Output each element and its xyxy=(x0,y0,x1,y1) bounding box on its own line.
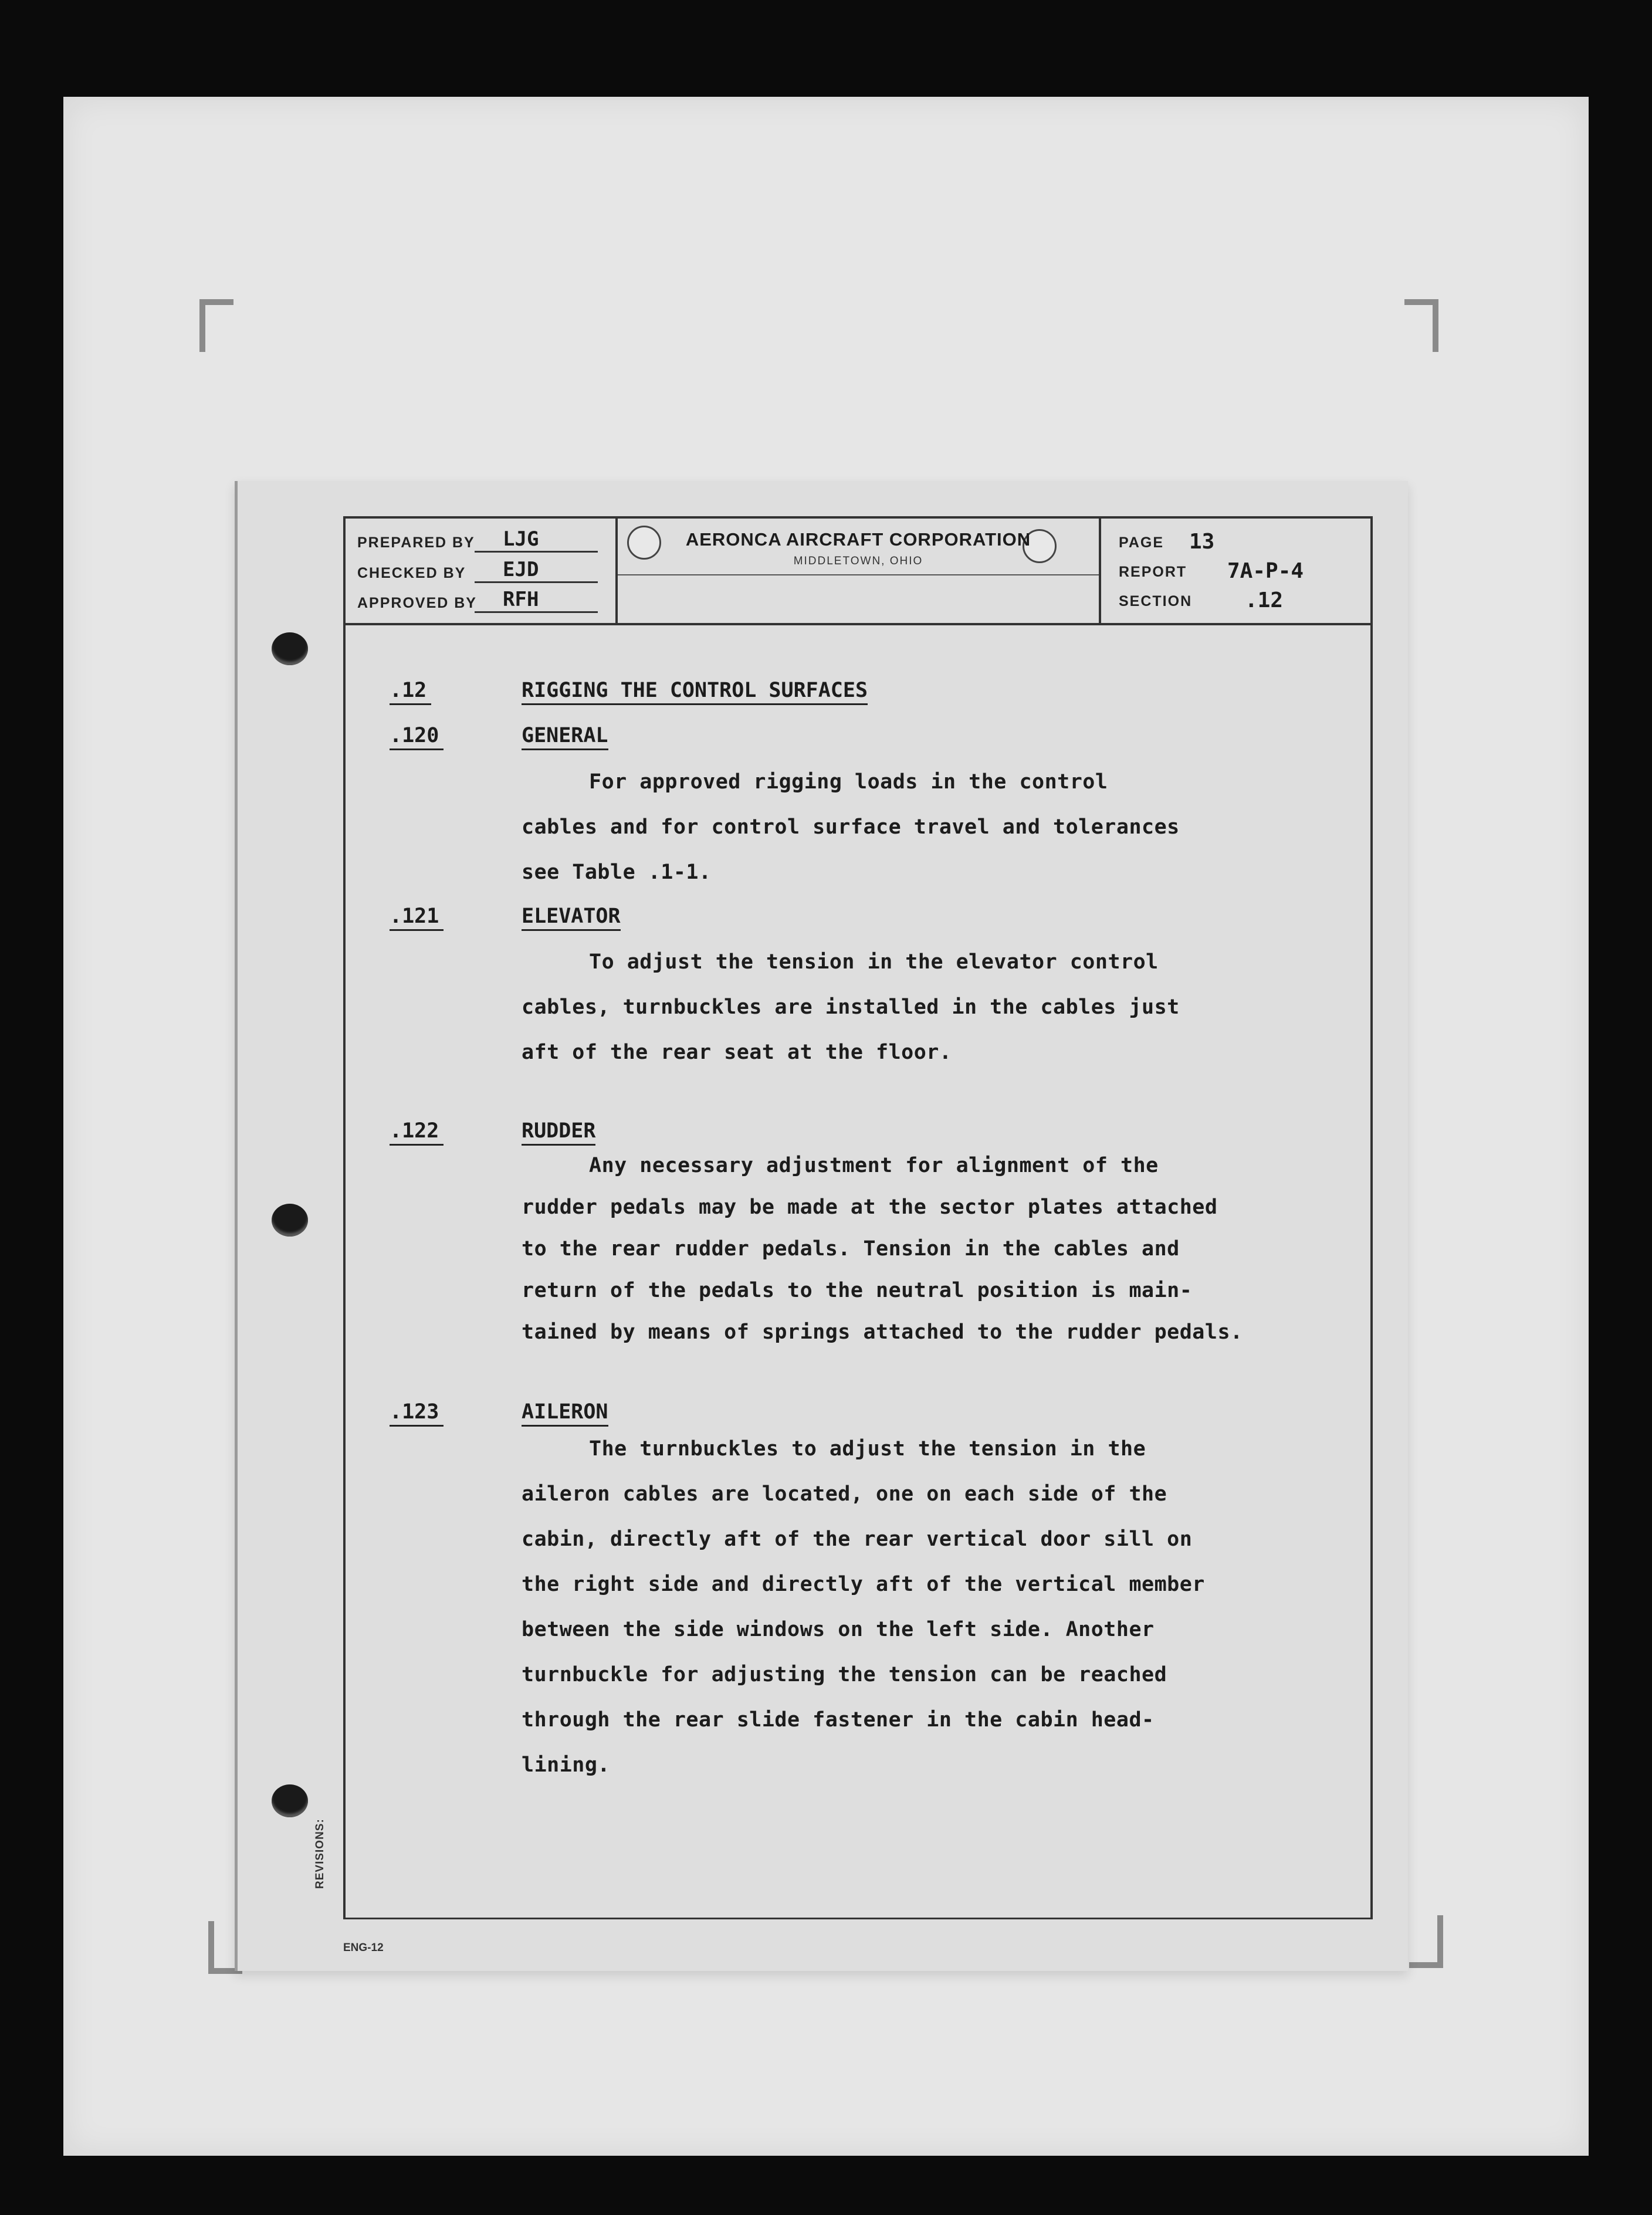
checked-by-value: EJD xyxy=(475,558,598,583)
report-info-block xyxy=(1101,519,1370,623)
company-block xyxy=(618,519,1101,623)
header-divider xyxy=(618,574,1099,575)
section-number: .12 xyxy=(390,679,431,705)
section-title: RUDDER xyxy=(522,1119,595,1146)
section-label: SECTION xyxy=(1119,593,1193,609)
section-paragraph: Any necessary adjustment for alignment of the rudder pedals may be made at the sector plates attached to the rear rudder pedals. Tension in the cables and return of the pedals to the neutral position is main- tained by means of springs attached to the rudder pedals. xyxy=(522,1154,1243,1344)
document-header xyxy=(346,519,1370,625)
company-name: AERONCA AIRCRAFT CORPORATION xyxy=(685,529,1031,550)
prepared-by-value: LJG xyxy=(475,527,598,553)
page-row xyxy=(1119,526,1365,555)
approved-by-label: APPROVED BY xyxy=(357,595,477,611)
approved-by-value: RFH xyxy=(475,588,598,613)
section-paragraph: For approved rigging loads in the control cables and for control surface travel and tolerances see Table .1-1. xyxy=(522,770,1180,884)
section-row xyxy=(1119,584,1365,614)
report-number: 7A-P-4 xyxy=(1227,559,1304,583)
binder-hole-icon xyxy=(272,1784,308,1817)
form-code: ENG-12 xyxy=(343,1942,384,1954)
section-number: .123 xyxy=(390,1400,444,1427)
section-paragraph: To adjust the tension in the elevator control cables, turnbuckles are installed in the cables just aft of the rear seat at the floor. xyxy=(522,950,1180,1064)
crop-mark-top-right xyxy=(1404,299,1438,352)
document-frame xyxy=(343,516,1373,1919)
revisions-label: REVISIONS: xyxy=(314,1818,326,1889)
crop-mark-top-left xyxy=(199,299,233,352)
prepared-by-label: PREPARED BY xyxy=(357,534,475,551)
section-number: .122 xyxy=(390,1119,444,1146)
approved-by-row xyxy=(357,586,610,615)
section-title: ELEVATOR xyxy=(522,905,621,931)
report-label: REPORT xyxy=(1119,564,1187,580)
signoff-block xyxy=(346,519,618,623)
page-label: PAGE xyxy=(1119,534,1164,551)
checked-by-label: CHECKED BY xyxy=(357,565,466,581)
binder-hole-icon xyxy=(272,1204,308,1237)
report-row xyxy=(1119,555,1365,584)
prepared-by-row xyxy=(357,526,610,555)
checked-by-row xyxy=(357,556,610,585)
section-number: .120 xyxy=(390,724,444,750)
company-location: MIDDLETOWN, OHIO xyxy=(793,555,923,567)
binder-hole-icon xyxy=(272,632,308,665)
section-title: GENERAL xyxy=(522,724,608,750)
section-paragraph: The turnbuckles to adjust the tension in the aileron cables are located, one on each side of the cabin, directly aft of the rear vertical door sill on the right side and directly aft of the vertical member between the side windows on the left side. Another turnbuckle for adjusting the tension can be reached through the rear slide fastener in the cabin head- lining. xyxy=(522,1437,1205,1777)
document-page xyxy=(235,481,1408,1971)
crop-mark-bottom-right xyxy=(1409,1915,1443,1968)
section-title: AILERON xyxy=(522,1400,608,1427)
section-title: RIGGING THE CONTROL SURFACES xyxy=(522,679,868,705)
page-number: 13 xyxy=(1189,530,1215,554)
section-number: .121 xyxy=(390,905,444,931)
section-number: .12 xyxy=(1245,588,1284,612)
